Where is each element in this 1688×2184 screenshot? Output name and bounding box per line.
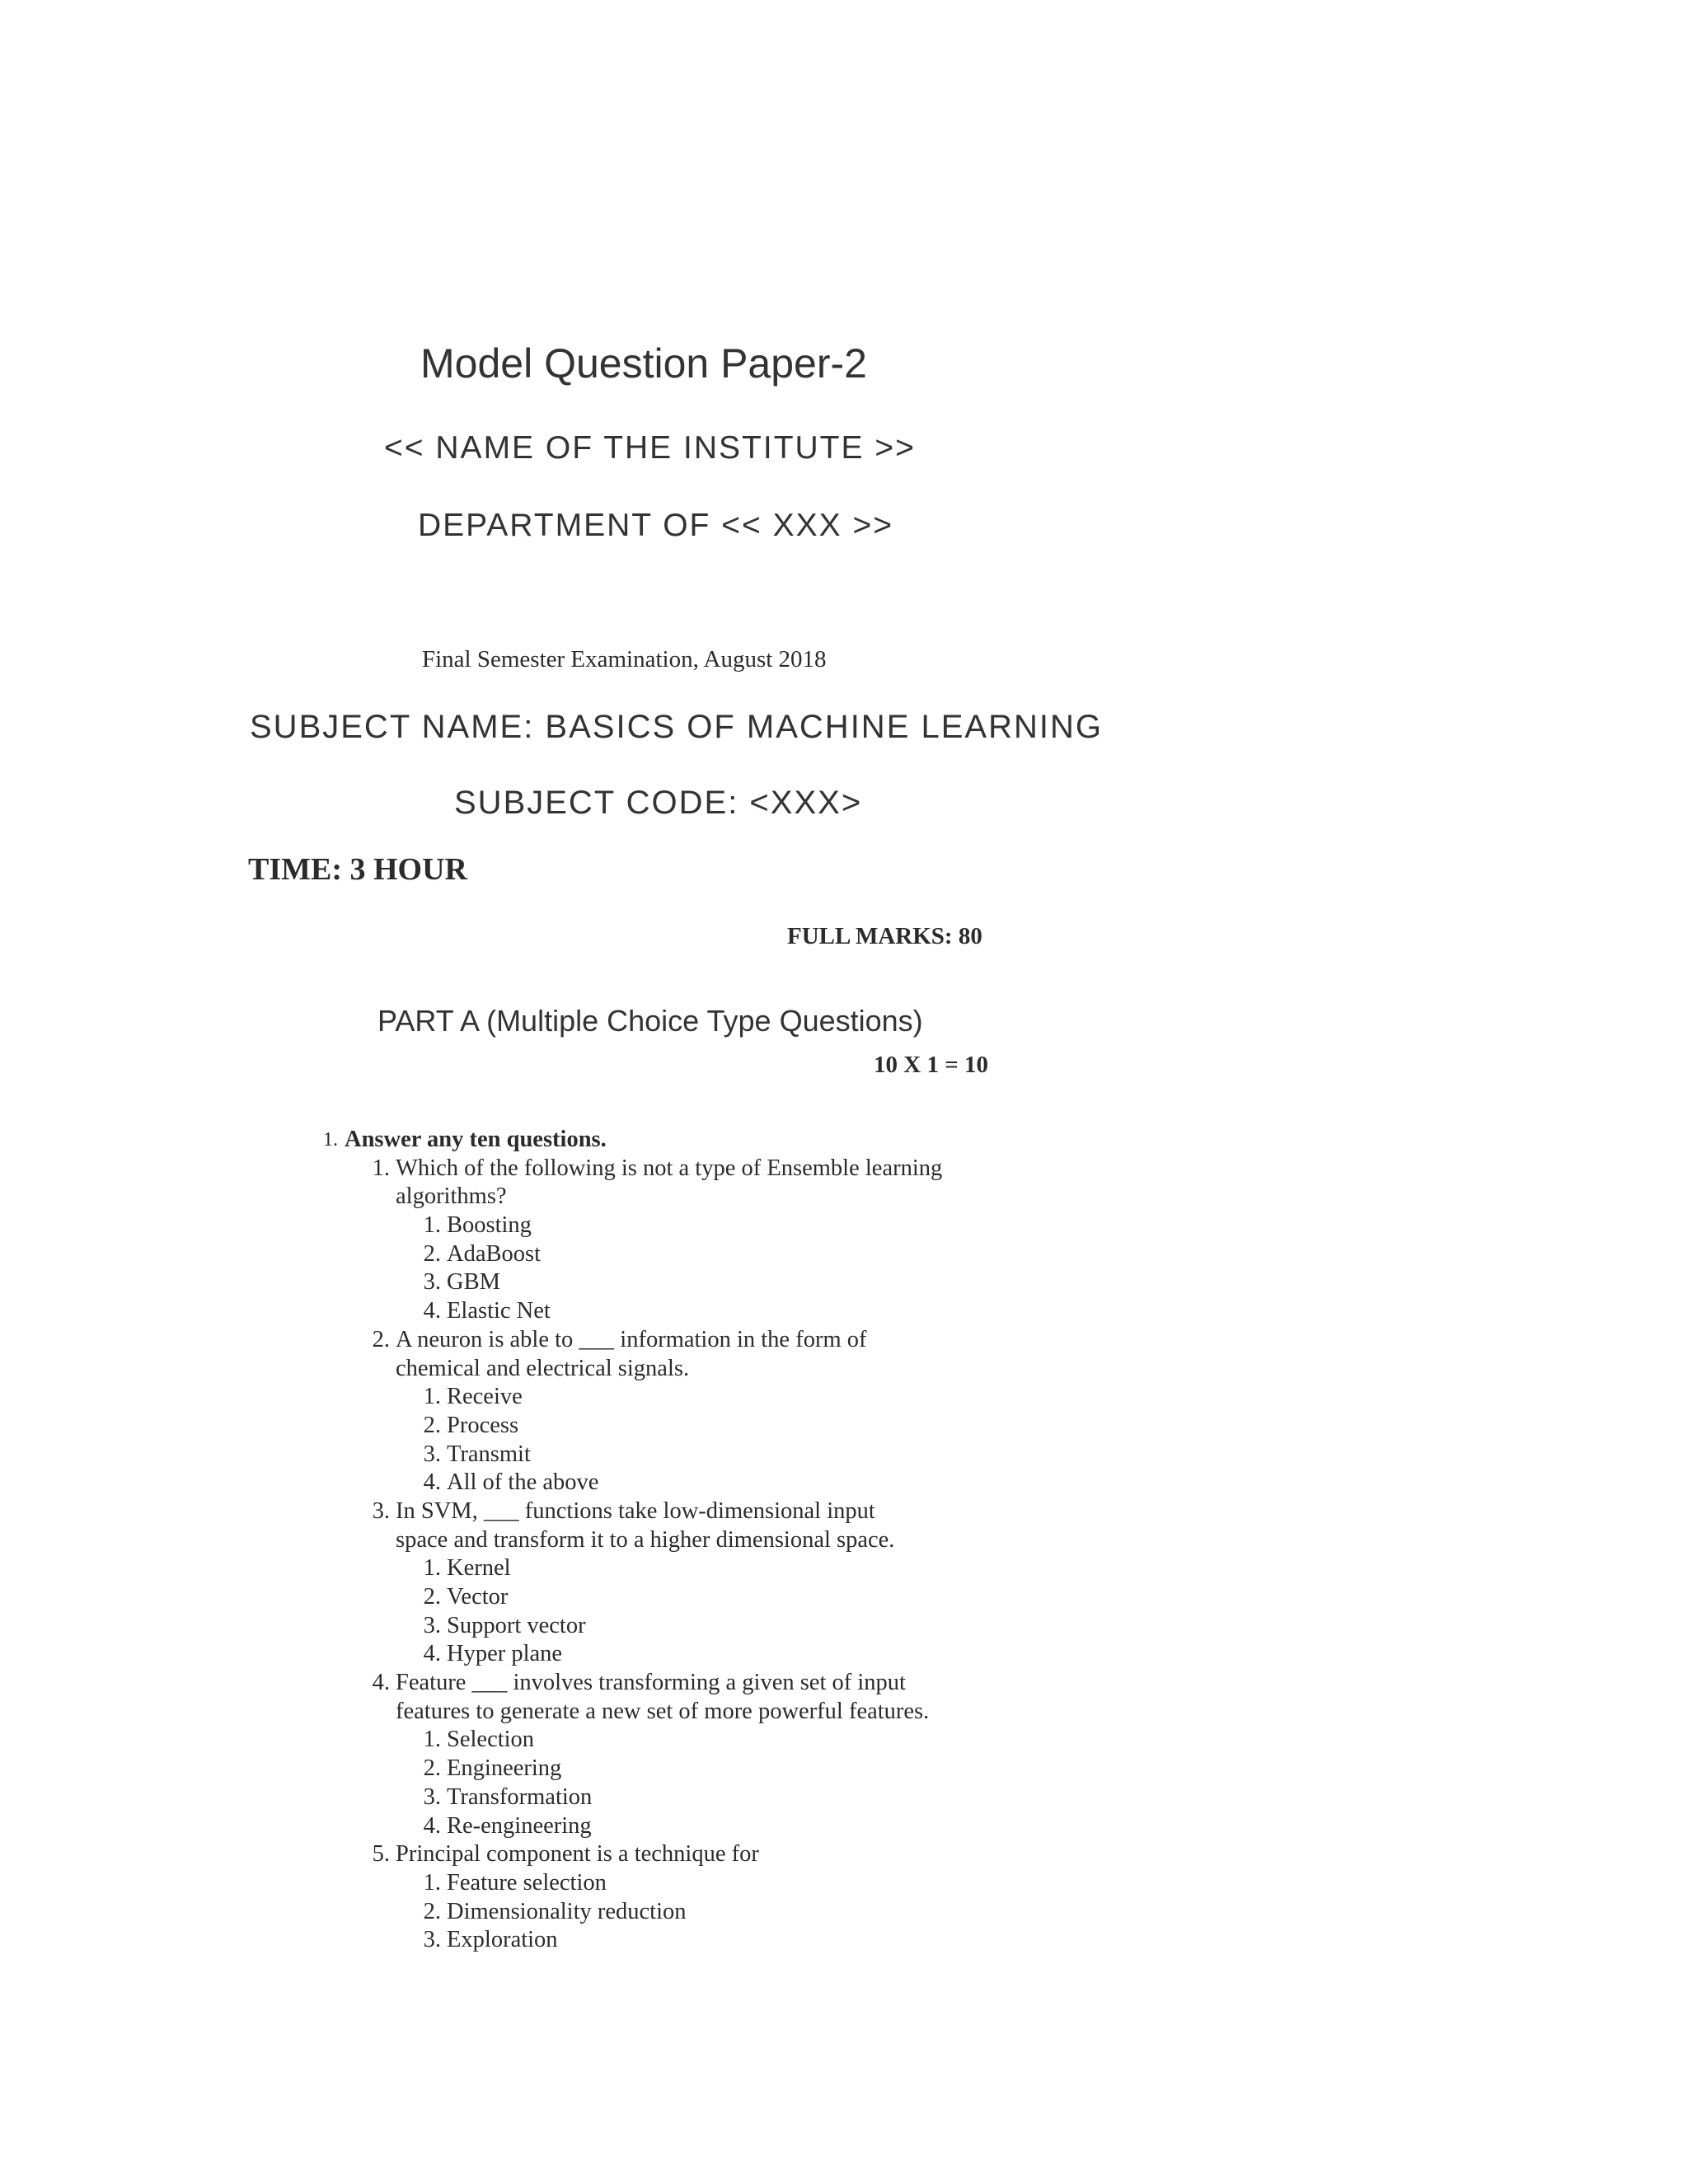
- paper-title: Model Question Paper-2: [420, 340, 867, 387]
- part-a-title: PART A (Multiple Choice Type Questions): [377, 1004, 923, 1038]
- question-number: 3.: [372, 1497, 390, 1524]
- exam-time: TIME: 3 HOUR: [248, 852, 467, 887]
- instruction-number: 1.: [323, 1129, 338, 1151]
- option-number: 1.: [423, 1384, 441, 1410]
- option-text: Dimensionality reduction: [447, 1898, 687, 1924]
- full-marks: FULL MARKS: 80: [787, 923, 982, 949]
- option-text: Boosting: [447, 1212, 532, 1239]
- question-text: Principal component is a technique for: [396, 1841, 759, 1868]
- option-number: 4.: [423, 1812, 441, 1839]
- option-text: Engineering: [447, 1755, 562, 1782]
- option-text: Process: [447, 1412, 519, 1438]
- option-text: Exploration: [447, 1927, 558, 1953]
- option-text: Vector: [447, 1584, 509, 1610]
- option-text: Selection: [447, 1727, 535, 1753]
- option-text: Elastic Net: [447, 1298, 551, 1324]
- option-number: 1.: [423, 1869, 441, 1896]
- question-number: 2.: [372, 1326, 390, 1352]
- option-number: 1.: [423, 1212, 441, 1239]
- subject-code: SUBJECT CODE: <XXX>: [454, 785, 863, 821]
- question-number: 4.: [372, 1670, 390, 1696]
- question-number: 5.: [372, 1841, 390, 1868]
- question-text: Feature ___ involves transforming a given set of input: [396, 1670, 906, 1696]
- option-number: 2.: [423, 1755, 441, 1782]
- question-text: features to generate a new set of more powerful features.: [396, 1698, 930, 1724]
- option-number: 2.: [423, 1240, 441, 1267]
- option-number: 4.: [423, 1298, 441, 1324]
- option-text: Feature selection: [447, 1869, 607, 1896]
- instruction-text: Answer any ten questions.: [345, 1127, 607, 1152]
- question-text: Which of the following is not a type of Ensemble learning: [396, 1155, 943, 1181]
- institute-name: << NAME OF THE INSTITUTE >>: [384, 430, 916, 466]
- option-number: 1.: [423, 1555, 441, 1582]
- option-text: AdaBoost: [447, 1240, 541, 1267]
- option-text: All of the above: [447, 1469, 599, 1496]
- option-text: Re-engineering: [447, 1812, 592, 1839]
- question-text: space and transform it to a higher dimensional space.: [396, 1526, 895, 1553]
- question-text: A neuron is able to ___ information in the form of: [396, 1326, 867, 1352]
- question-text: In SVM, ___ functions take low-dimensional input: [396, 1497, 875, 1524]
- option-number: 3.: [423, 1783, 441, 1810]
- option-text: Kernel: [447, 1555, 511, 1582]
- option-number: 3.: [423, 1269, 441, 1296]
- option-text: Receive: [447, 1384, 523, 1410]
- option-number: 3.: [423, 1441, 441, 1467]
- option-number: 1.: [423, 1727, 441, 1753]
- question-number: 1.: [372, 1155, 390, 1181]
- option-number: 2.: [423, 1898, 441, 1924]
- department-name: DEPARTMENT OF << XXX >>: [418, 508, 894, 543]
- option-text: Support vector: [447, 1612, 586, 1638]
- subject-name: SUBJECT NAME: BASICS OF MACHINE LEARNING: [250, 709, 1103, 745]
- option-number: 4.: [423, 1469, 441, 1496]
- option-number: 3.: [423, 1612, 441, 1638]
- marks-scheme: 10 X 1 = 10: [874, 1052, 988, 1078]
- option-number: 3.: [423, 1927, 441, 1953]
- option-number: 2.: [423, 1412, 441, 1438]
- option-number: 2.: [423, 1584, 441, 1610]
- option-text: GBM: [447, 1269, 500, 1296]
- option-number: 4.: [423, 1641, 441, 1667]
- question-text: algorithms?: [396, 1183, 507, 1210]
- exam-title: Final Semester Examination, August 2018: [422, 646, 827, 673]
- option-text: Transformation: [447, 1783, 593, 1810]
- question-text: chemical and electrical signals.: [396, 1355, 690, 1381]
- option-text: Hyper plane: [447, 1641, 563, 1667]
- option-text: Transmit: [447, 1441, 531, 1467]
